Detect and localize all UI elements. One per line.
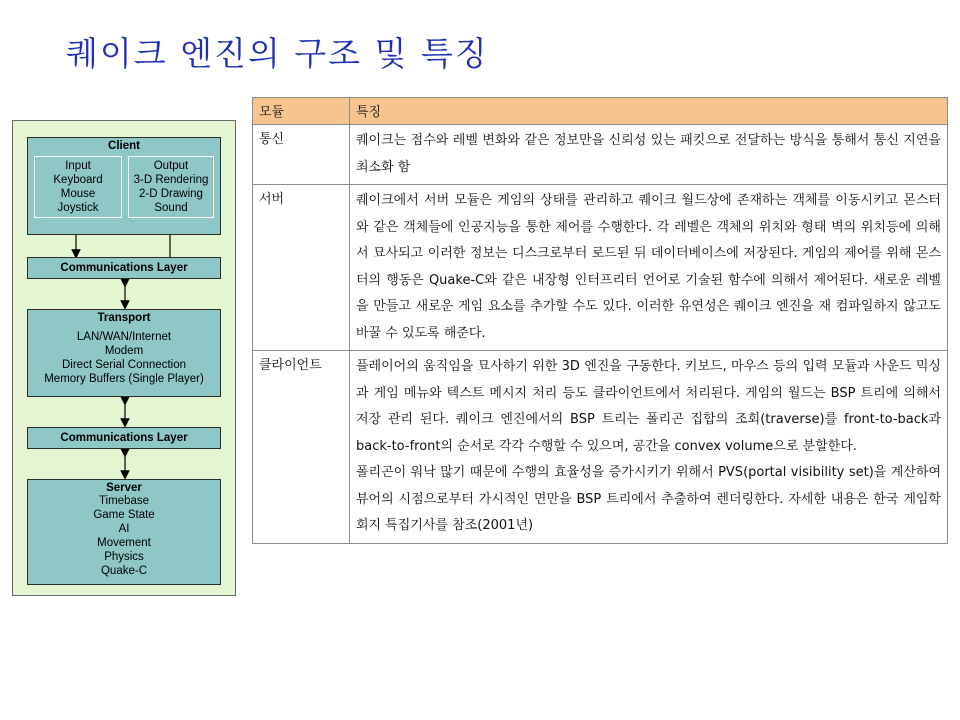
transport-title: Transport bbox=[97, 312, 151, 324]
module-name: 서버 bbox=[253, 185, 350, 351]
server-title: Server bbox=[106, 482, 142, 494]
table-row bbox=[253, 125, 948, 185]
server-line: Movement bbox=[97, 537, 151, 549]
client-output-box bbox=[128, 156, 214, 218]
module-desc-paragraph: 퀘이크에서 서버 모듈은 게임의 상태를 관리하고 퀘이크 월드상에 존재하는 객체를 이동시키고 몬스터와 같은 객체들에 인공지능을 통한 제어를 수행한다. 각 레벨은 객체의 위치와 형태 벽의 위치등에 의해서 묘사되고 이러한 정보는 디스크로부터 로드된 뒤 데이터베이스에 저장된다. 게임의 제어를 위해 몬스터의 행동은 Quake-C와 같은 내장형 인터프리터 언어로 기술된 함수에 의해서 제어된다. 새로운 레벨을 만들고 새로운 게임 요소를 추가할 수도 있다. 이러한 유연성은 퀘이크 엔진을 재 컴파일하지 않고도 바꿀 수 있도록 해준다. bbox=[356, 193, 941, 341]
client-output-line: 2-D Drawing bbox=[139, 188, 203, 200]
transport-line: LAN/WAN/Internet bbox=[76, 331, 172, 343]
client-box bbox=[27, 137, 221, 235]
server-line: Timebase bbox=[98, 495, 150, 507]
module-desc bbox=[350, 125, 948, 185]
transport-line: Memory Buffers (Single Player) bbox=[44, 373, 204, 385]
module-name: 클라이언트 bbox=[253, 351, 350, 544]
server-line: Physics bbox=[104, 551, 144, 563]
client-input-line: Joystick bbox=[57, 202, 99, 214]
transport-line: Modem bbox=[104, 345, 144, 357]
module-desc-paragraph: 퀘이크는 점수와 레벨 변화와 같은 정보만을 신뢰성 있는 패킷으로 전달하는 방식을 통해서 통신 지연을 최소화 함 bbox=[356, 133, 941, 175]
module-name: 통신 bbox=[253, 125, 350, 185]
client-output-line: 3-D Rendering bbox=[133, 174, 209, 186]
client-input-line: Input bbox=[65, 160, 91, 172]
server-box bbox=[27, 479, 221, 585]
client-output-line: Sound bbox=[154, 202, 188, 214]
table-header-row bbox=[253, 98, 948, 125]
header-module: 모듈 bbox=[253, 98, 350, 125]
server-line: Quake-C bbox=[100, 565, 148, 577]
server-line: AI bbox=[118, 523, 130, 535]
architecture-diagram bbox=[12, 120, 236, 596]
module-desc-paragraph: 폴리곤이 워낙 많기 때문에 수행의 효율성을 증가시키기 위해서 PVS(portal visibility set)을 계산하여 뷰어의 시점으로부터 가시적인 면만을 BSP 트리에서 추출하여 렌더링한다. 자세한 내용은 한국 게임학회지 특집기사를 참조(2001년) bbox=[356, 465, 941, 533]
communications-layer-top: Communications Layer bbox=[27, 257, 221, 279]
client-input-line: Mouse bbox=[60, 188, 96, 200]
page-title: 퀘이크 엔진의 구조 및 특징 bbox=[66, 34, 489, 73]
table-row bbox=[253, 351, 948, 544]
header-feature: 특징 bbox=[350, 98, 948, 125]
client-output-line: Output bbox=[153, 160, 189, 172]
table-row bbox=[253, 185, 948, 351]
module-table bbox=[252, 97, 948, 544]
module-desc bbox=[350, 351, 948, 544]
client-input-line: Keyboard bbox=[53, 174, 103, 186]
server-line: Game State bbox=[93, 509, 155, 521]
transport-box bbox=[27, 309, 221, 397]
module-desc-paragraph: 플레이어의 움직임을 묘사하기 위한 3D 엔진을 구동한다. 키보드, 마우스 등의 입력 모듈과 사운드 믹싱과 게임 메뉴와 텍스트 메시지 처리 등도 클라이언트에서 처리된다. 게임의 월드는 BSP 트리에 의해서 저장 관리 된다. 퀘이크 엔진에서의 BSP 트리는 폴리곤 집합의 조회(traverse)를 front-to-back과 back-to-front의 순서로 각각 수행할 수 있으며, 공간을 convex volume으로 분할한다. bbox=[356, 359, 941, 454]
client-title: Client bbox=[108, 140, 140, 152]
client-input-box bbox=[34, 156, 122, 218]
module-desc bbox=[350, 185, 948, 351]
transport-line: Direct Serial Connection bbox=[61, 359, 186, 371]
communications-layer-bottom: Communications Layer bbox=[27, 427, 221, 449]
